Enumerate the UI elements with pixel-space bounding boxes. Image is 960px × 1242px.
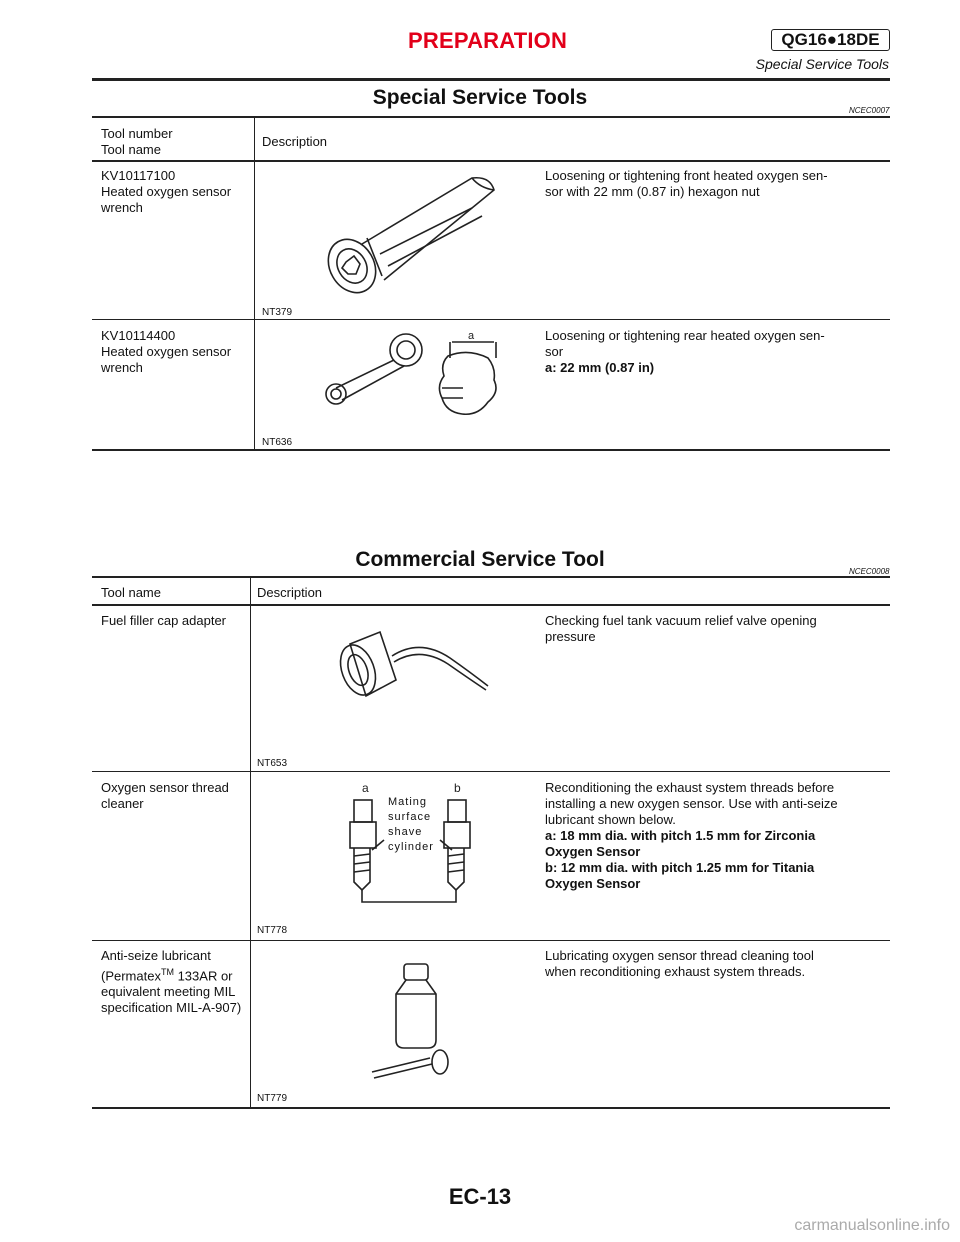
commercial-tool-heading: Commercial Service Tool <box>355 548 605 571</box>
table-bottom-rule <box>92 449 890 451</box>
tool-cell: Anti-seize lubricant (Permatex™ 133AR or equivalent meeting MIL specification MIL-A-907) <box>101 948 242 1016</box>
label-a: a <box>362 781 369 795</box>
description-cell: Loosening or tightening front heated oxygen sen- sor with 22 mm (0.87 in) hexagon nut <box>545 168 828 199</box>
mating-surface-label: Mating surface shave cylinder <box>388 796 434 853</box>
table-bottom-rule <box>92 1107 890 1109</box>
header-subtitle: Special Service Tools <box>755 56 889 72</box>
table-top-rule <box>92 116 890 118</box>
row-divider <box>92 771 890 772</box>
figure-id: NT778 <box>257 925 288 936</box>
column-divider <box>254 118 255 449</box>
page-number: EC-13 <box>448 1184 512 1209</box>
anti-seize-lubricant-figure <box>366 958 476 1088</box>
dimension-label-a: a <box>468 330 475 342</box>
tool-cell: KV10114400 Heated oxygen sensor wrench <box>101 328 232 375</box>
col-header-tool: Tool name <box>101 585 161 600</box>
label-b: b <box>454 781 461 795</box>
flare-nut-wrench-figure <box>318 328 518 428</box>
col-header-desc: Description <box>257 585 323 600</box>
special-tools-code: NCEC0007 <box>849 106 890 115</box>
oxygen-sensor-wrench-figure <box>322 168 502 298</box>
fuel-filler-cap-adapter-figure <box>330 620 500 730</box>
table-top-rule <box>92 576 890 578</box>
description-cell: Checking fuel tank vacuum relief valve opening pressure <box>545 613 817 644</box>
description-bold: a: 18 mm dia. with pitch 1.5 mm for Zirconia Oxygen Sensor b: 12 mm dia. with pitch 1.25 mm for Titania Oxygen Sensor <box>545 828 816 891</box>
tool-cell: KV10117100 Heated oxygen sensor wrench <box>101 168 232 215</box>
figure-id: NT779 <box>257 1093 288 1104</box>
trademark: TM <box>160 967 174 977</box>
model-badge: QG16●18DE <box>771 29 890 51</box>
col-header-desc: Description <box>262 134 328 149</box>
special-tools-heading: Special Service Tools <box>372 86 588 109</box>
tool-cell: Oxygen sensor thread cleaner <box>101 780 229 811</box>
section-header-title: PREPARATION <box>408 28 568 53</box>
description-cell: Loosening or tightening rear heated oxygen sen- sor <box>545 328 825 359</box>
header-bottom-rule <box>92 160 890 162</box>
watermark[interactable]: carmanualsonline.info <box>794 1217 950 1234</box>
figure-id: NT636 <box>262 437 293 448</box>
row-divider <box>92 319 890 320</box>
description-cell: Reconditioning the exhaust system threads before installing a new oxygen sensor. Use with anti-seize lubricant shown below. <box>545 780 838 827</box>
figure-id: NT653 <box>257 758 288 769</box>
header-rule <box>92 78 890 81</box>
commercial-tool-code: NCEC0008 <box>849 567 890 576</box>
col-header-tool: Tool number Tool name <box>101 126 173 157</box>
header-bottom-rule <box>92 604 890 606</box>
description-bold: a: 22 mm (0.87 in) <box>545 360 655 375</box>
row-divider <box>92 940 890 941</box>
description-cell: Lubricating oxygen sensor thread cleaning tool when reconditioning exhaust system threads. <box>545 948 814 979</box>
tool-cell: Fuel filler cap adapter <box>101 613 227 628</box>
figure-id: NT379 <box>262 307 293 318</box>
column-divider <box>250 578 251 1108</box>
